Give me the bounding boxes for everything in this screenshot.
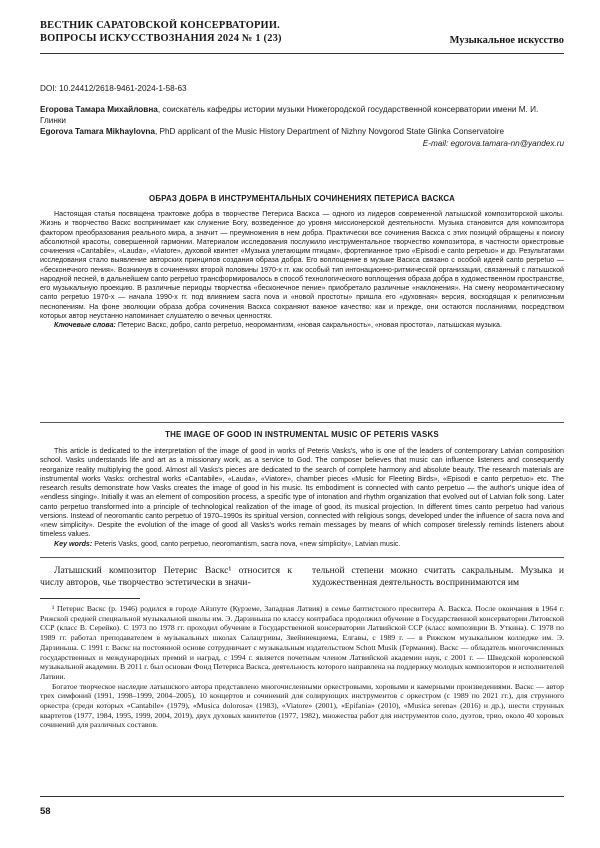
header-divider <box>40 53 564 54</box>
keywords-en-text: Peteris Vasks, good, canto perpetuo, neoromantism, sacra nova, «new simplicity», Latvian music. <box>92 539 401 548</box>
journal-title-line2: ВОПРОСЫ ИСКУССТВОЗНАНИЯ 2024 № 1 (23) <box>40 32 282 44</box>
abstract-divider-1 <box>40 422 564 423</box>
abstract-ru-text: Настоящая статья посвящена трактовке добра в творчестве Петериса Васкса — одного из лидеров современной латышской композиторской школы. Жизнь и творчество Васкс воспринимает как служение Богу, возведенное до уровня миссионерской деятельности. Музыка становится для композитора фактором преобразования реального мира, а значит — преумножения в нем добра. Практически все сочинения Васкса с этих позиций обращены к поиску абсолютной красоты, совершенной гармонии. Материалом исследования послужило инструментальное творчество композитора, в частности оркестровые сочинения «Cantabile», «Lauda», «Viatore», духовой квинтет «Музыка улетающим птицам», фортепианное трио «Episodi e canto perpetuo» и др. Результатами исследования стало выявление авторских принципов создания образа добра. Его воплощение в музыке Васкса связано с особой идеей canto perpetuo — «бесконечного пения». Возникнув в сочинениях второй половины 1970-х гг. как особый тип интонационно-ритмической организации, связанный с латышской народной песней, в дальнейшем canto perpetuo трансформировалось в способ технологического воплощения образа добра в художественном пространстве, его музыкальную проекцию. В различные периоды творчества «бесконечное пение» приобретало различные «наклонения». На смену неоромантическому canto perpetuo 1970-х — начала 1990-х гг. под влиянием sacra nova и «новой простоты» пришла его «духовная» версия, восходящая к религиозным песнопениям. На фоне эволюции образа добра сочинения Васкса сохраняют важное качество: как и прежде, они остаются посланиями, посредством которых автор неустанно напоминает слушателю о вечных ценностях. <box>40 210 564 320</box>
article-title-en: THE IMAGE OF GOOD IN INSTRUMENTAL MUSIC OF PETERIS VASKS <box>165 430 439 439</box>
abstract-en <box>40 447 564 549</box>
author-ru-affiliation: , соискатель кафедры истории музыки Нижегородской государственной консерватории имени М. И. Глинки <box>40 105 539 126</box>
author-block <box>40 104 564 149</box>
author-en-affiliation: , PhD applicant of the Music History Department of Nizhny Novgorod State Glinka Conservatoire <box>154 127 505 137</box>
keywords-ru-text: Петерис Васкс, добро, canto perpetuo, неоромантизм, «новая сакральность», «новая простота», латышская музыка. <box>115 321 502 329</box>
footer-divider <box>40 796 564 797</box>
journal-title-line1: ВЕСТНИК САРАТОВСКОЙ КОНСЕРВАТОРИИ. <box>40 20 280 31</box>
section-title: Музыкальное искусство <box>449 35 564 46</box>
footnote-paragraph-1: ¹ Петерис Васкс (р. 1946) родился в городе Айзпуте (Курземе, Западная Латвия) в семье баптистского пресвитера А. Васкса. После окончания в 1964 г. Рижской средней специальной музыкальной школы им. Э. Дарзиньша по классу контрабаса продолжил обучение в Государственной консерватории Литовской ССР (класс В. Серейко). С 1973 по 1978 гг. проходил обучение в Государственной консерватории Латвийской ССР (класс композиции В. Уткина). С 1978 по 1989 гг. работал преподавателем в музыкальных школах Салацгривы, Звейниекциема, Елгавы, с 1989 г. — в Рижском музыкальном колледже им. Э. Дарзиньша. С 1991 г. Васкс на постоянной основе сотрудничает с музыкальным издательством Schott Musik (Германия). Васкс — обладатель многочисленных государственных и международных премий и наград, с 1994 г. является почетным членом Латвийской академии наук, с 2001 г. — Шведской королевской музыкальной академии. В 2011 г. был основан Фонд Петериса Васкса, деятельность которого направлена на поддержку молодых композиторов и исполнителей Латвии. <box>40 604 564 681</box>
author-email[interactable]: E-mail: egorova.tamara-nn@yandex.ru <box>422 138 564 148</box>
doi: DOI: 10.24412/2618-9461-2024-1-58-63 <box>40 84 187 93</box>
body-paragraph-continued: тельной степени можно считать сакральным. Музыка и художественная деятельность воспринимаются им <box>312 565 564 588</box>
running-header <box>40 20 564 45</box>
author-en <box>40 126 564 137</box>
author-ru <box>40 104 564 126</box>
body-column-left <box>40 565 292 589</box>
abstract-divider-2 <box>40 557 564 558</box>
footnote-rule <box>40 598 140 599</box>
keywords-en-label: Key words: <box>54 539 93 548</box>
abstract-ru <box>40 210 564 330</box>
footnote-paragraph-2: Богатое творческое наследие латышского автора представлено многочисленными оркестровыми, хоровыми и камерными произведениями. Васкс — автор трех симфоний (1991, 1998–1999, 2004–2005), 10 концертов и сочинений для солирующих инструментов с оркестром (с 1989 по 2021 гг.), для струнного оркестра (среди которых «Cantabile» (1979), «Musica dolorosa» (1983), «Viatore» (2001), «Epifania» (2010), «Musica serena» (2016) и др.), шести струнных квартетов (1977, 1984, 1995, 1999, 2004, 2019), двух духовых квинтетов (1977, 1982), множества работ для инструментов соло, дуэтов, трио, около 40 хоровых сочинений для различных составов. <box>40 681 564 730</box>
article-title-ru: ОБРАЗ ДОБРА В ИНСТРУМЕНТАЛЬНЫХ СОЧИНЕНИЯХ ПЕТЕРИСА ВАСКСА <box>149 194 455 203</box>
author-ru-name: Егорова Тамара Михайловна <box>40 105 158 114</box>
body-paragraph: Латышский композитор Петерис Васкс¹ относится к числу авторов, чье творчество эстетически в значи- <box>40 565 292 588</box>
footnote <box>40 604 564 730</box>
keywords-ru <box>40 321 564 330</box>
abstract-en-text: This article is dedicated to the interpretation of the image of good in works of Peteris Vasks's, who is one of the leaders of contemporary Latvian composition school. Vasks understands life and art as a missionary work, as a service to God. The composer believes that music can influence listeners and consequently reorganize reality multiplying the good. Almost all Vasks's pieces are dedicated to the search of complete harmony and absolute beauty. The research materials are instrumental works Vasks: orchestral works «Cantabile», «Lauda», «Viatore», chamber pieces «Music for Fleeting Birds», «Episodi e canto perpetuo» etc. The research results demonstrate how Vasks creates the image of good in his music. Its embodiment is connected with canto perpetuo — the author's unique idea of «endless singing». Initially it was an element of composition process, a specific type of intonation and rhythm organization that evolved out of Latvian folk song. Later canto perpetuo transformed into a principle of technological realization of the image of good, its musical projection. In different times canto perpetuo had various versions. Instead of neoromantic canto perpetuo of 1970–1990s its spiritual version, connected with religious songs, developed under the influence of sacra nova and «new simplicity». Despite the evolution of the image of good all Vasks's works remain messages by means of which composer tirelessly reminds listeners about timeless values. <box>40 447 564 539</box>
author-en-name: Egorova Tamara Mikhaylovna <box>40 127 155 137</box>
keywords-en <box>40 540 564 549</box>
page-number: 58 <box>40 806 51 817</box>
body-column-right <box>312 565 564 589</box>
keywords-ru-label: Ключевые слова: <box>54 321 116 329</box>
